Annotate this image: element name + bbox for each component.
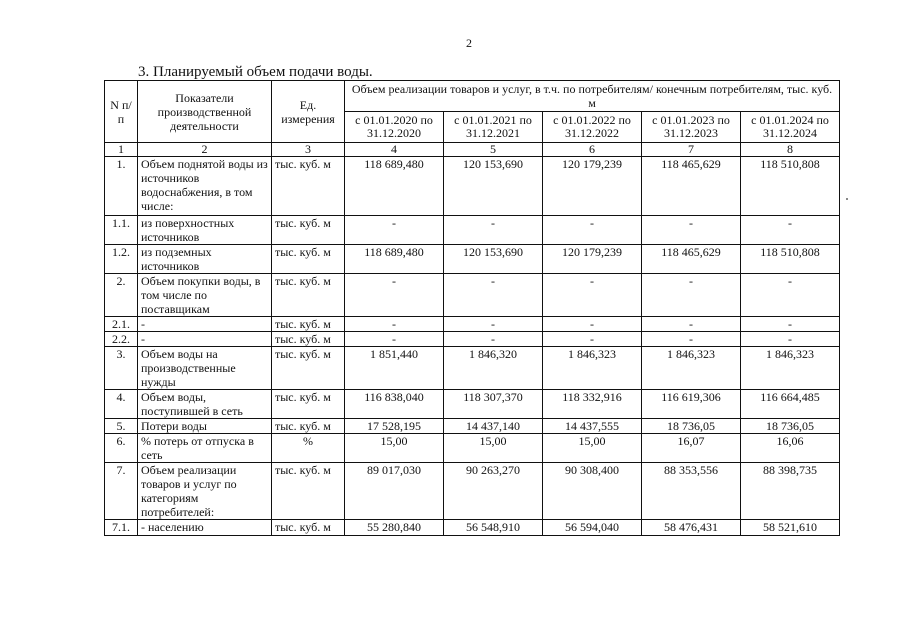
row-index: 2.1. xyxy=(105,317,138,332)
row-unit: тыс. куб. м xyxy=(272,419,345,434)
row-value: - xyxy=(345,274,444,317)
row-value: 90 263,270 xyxy=(444,463,543,520)
row-value: - xyxy=(444,216,543,245)
row-value: 118 465,629 xyxy=(642,245,741,274)
table-row xyxy=(105,245,840,274)
row-value: 15,00 xyxy=(345,434,444,463)
column-number: 8 xyxy=(741,143,840,157)
row-indicator: из подземных источников xyxy=(138,245,272,274)
row-value: 116 838,040 xyxy=(345,390,444,419)
table-row xyxy=(105,317,840,332)
row-indicator: - xyxy=(138,332,272,347)
row-value: 1 846,323 xyxy=(543,347,642,390)
row-value: - xyxy=(444,274,543,317)
section-heading: 3. Планируемый объем подачи воды. xyxy=(138,64,373,80)
table-row xyxy=(105,347,840,390)
row-index: 2. xyxy=(105,274,138,317)
row-unit: тыс. куб. м xyxy=(272,463,345,520)
row-value: 1 851,440 xyxy=(345,347,444,390)
table-row xyxy=(105,419,840,434)
row-unit: тыс. куб. м xyxy=(272,347,345,390)
row-value: - xyxy=(345,216,444,245)
header-period: с 01.01.2023 по 31.12.2023 xyxy=(642,112,741,143)
row-value: - xyxy=(741,274,840,317)
row-value: 118 332,916 xyxy=(543,390,642,419)
row-value: - xyxy=(741,317,840,332)
row-value: 120 179,239 xyxy=(543,245,642,274)
row-indicator: из поверхностных источников xyxy=(138,216,272,245)
row-value: - xyxy=(741,332,840,347)
row-index: 7. xyxy=(105,463,138,520)
row-value: 1 846,323 xyxy=(741,347,840,390)
row-unit: тыс. куб. м xyxy=(272,216,345,245)
table-row xyxy=(105,216,840,245)
row-value: 18 736,05 xyxy=(741,419,840,434)
row-index: 1. xyxy=(105,157,138,216)
row-index: 2.2. xyxy=(105,332,138,347)
row-value: 58 521,610 xyxy=(741,520,840,536)
row-value: 88 398,735 xyxy=(741,463,840,520)
row-value: 17 528,195 xyxy=(345,419,444,434)
row-indicator: - населению xyxy=(138,520,272,536)
column-number: 6 xyxy=(543,143,642,157)
row-value: 89 017,030 xyxy=(345,463,444,520)
row-unit: тыс. куб. м xyxy=(272,274,345,317)
row-value: 118 689,480 xyxy=(345,157,444,216)
row-indicator: Объем поднятой воды из источников водоснабжения, в том числе: xyxy=(138,157,272,216)
row-value: 18 736,05 xyxy=(642,419,741,434)
column-number: 4 xyxy=(345,143,444,157)
header-unit: Ед. измерения xyxy=(272,81,345,143)
row-value: 118 465,629 xyxy=(642,157,741,216)
row-value: 58 476,431 xyxy=(642,520,741,536)
table-row xyxy=(105,520,840,536)
row-unit: % xyxy=(272,434,345,463)
header-period: с 01.01.2024 по 31.12.2024 xyxy=(741,112,840,143)
table-row xyxy=(105,274,840,317)
column-number: 3 xyxy=(272,143,345,157)
row-unit: тыс. куб. м xyxy=(272,520,345,536)
row-indicator: Объем воды, поступившей в сеть xyxy=(138,390,272,419)
row-value: 55 280,840 xyxy=(345,520,444,536)
row-value: - xyxy=(444,317,543,332)
row-value: - xyxy=(642,216,741,245)
row-index: 6. xyxy=(105,434,138,463)
row-value: - xyxy=(543,332,642,347)
page-number: 2 xyxy=(466,36,472,50)
row-value: 14 437,555 xyxy=(543,419,642,434)
column-number: 1 xyxy=(105,143,138,157)
row-value: 120 153,690 xyxy=(444,157,543,216)
row-unit: тыс. куб. м xyxy=(272,332,345,347)
header-period: с 01.01.2020 по 31.12.2020 xyxy=(345,112,444,143)
row-value: 116 664,485 xyxy=(741,390,840,419)
table-row xyxy=(105,390,840,419)
table-row xyxy=(105,463,840,520)
row-value: 15,00 xyxy=(543,434,642,463)
row-unit: тыс. куб. м xyxy=(272,245,345,274)
row-value: 118 510,808 xyxy=(741,157,840,216)
row-value: 16,06 xyxy=(741,434,840,463)
row-indicator: % потерь от отпуска в сеть xyxy=(138,434,272,463)
row-value: 1 846,323 xyxy=(642,347,741,390)
row-value: 16,07 xyxy=(642,434,741,463)
row-value: 118 689,480 xyxy=(345,245,444,274)
row-value: 120 153,690 xyxy=(444,245,543,274)
row-value: 56 548,910 xyxy=(444,520,543,536)
row-index: 5. xyxy=(105,419,138,434)
row-unit: тыс. куб. м xyxy=(272,157,345,216)
row-value: 88 353,556 xyxy=(642,463,741,520)
table-row xyxy=(105,434,840,463)
row-indicator: Объем воды на производственные нужды xyxy=(138,347,272,390)
row-value: 90 308,400 xyxy=(543,463,642,520)
water-supply-table xyxy=(104,80,840,536)
column-number: 2 xyxy=(138,143,272,157)
row-value: - xyxy=(345,317,444,332)
row-value: - xyxy=(642,317,741,332)
row-value: - xyxy=(543,216,642,245)
table-row xyxy=(105,332,840,347)
row-indicator: - xyxy=(138,317,272,332)
row-indicator: Объем реализации товаров и услуг по категориям потребителей: xyxy=(138,463,272,520)
row-value: 56 594,040 xyxy=(543,520,642,536)
row-value: 118 510,808 xyxy=(741,245,840,274)
row-value: 1 846,320 xyxy=(444,347,543,390)
row-unit: тыс. куб. м xyxy=(272,390,345,419)
header-np: N п/п xyxy=(105,81,138,143)
row-index: 3. xyxy=(105,347,138,390)
row-indicator: Потери воды xyxy=(138,419,272,434)
table-row xyxy=(105,157,840,216)
row-value: - xyxy=(444,332,543,347)
row-index: 4. xyxy=(105,390,138,419)
row-unit: тыс. куб. м xyxy=(272,317,345,332)
row-indicator: Объем покупки воды, в том числе по поставщикам xyxy=(138,274,272,317)
row-value: 120 179,239 xyxy=(543,157,642,216)
row-value: - xyxy=(345,332,444,347)
column-number: 5 xyxy=(444,143,543,157)
row-value: - xyxy=(642,274,741,317)
row-value: - xyxy=(543,317,642,332)
header-indicator: Показатели производственной деятельности xyxy=(138,81,272,143)
header-volume-group: Объем реализации товаров и услуг, в т.ч. по потребителям/ конечным потребителям, тыс. куб. м xyxy=(345,81,840,112)
row-index: 7.1. xyxy=(105,520,138,536)
row-index: 1.2. xyxy=(105,245,138,274)
row-value: - xyxy=(741,216,840,245)
column-number: 7 xyxy=(642,143,741,157)
row-value: 118 307,370 xyxy=(444,390,543,419)
header-period: с 01.01.2022 по 31.12.2022 xyxy=(543,112,642,143)
row-value: 116 619,306 xyxy=(642,390,741,419)
scan-speck xyxy=(846,198,848,200)
row-index: 1.1. xyxy=(105,216,138,245)
row-value: 15,00 xyxy=(444,434,543,463)
row-value: - xyxy=(543,274,642,317)
row-value: - xyxy=(642,332,741,347)
header-period: с 01.01.2021 по 31.12.2021 xyxy=(444,112,543,143)
row-value: 14 437,140 xyxy=(444,419,543,434)
